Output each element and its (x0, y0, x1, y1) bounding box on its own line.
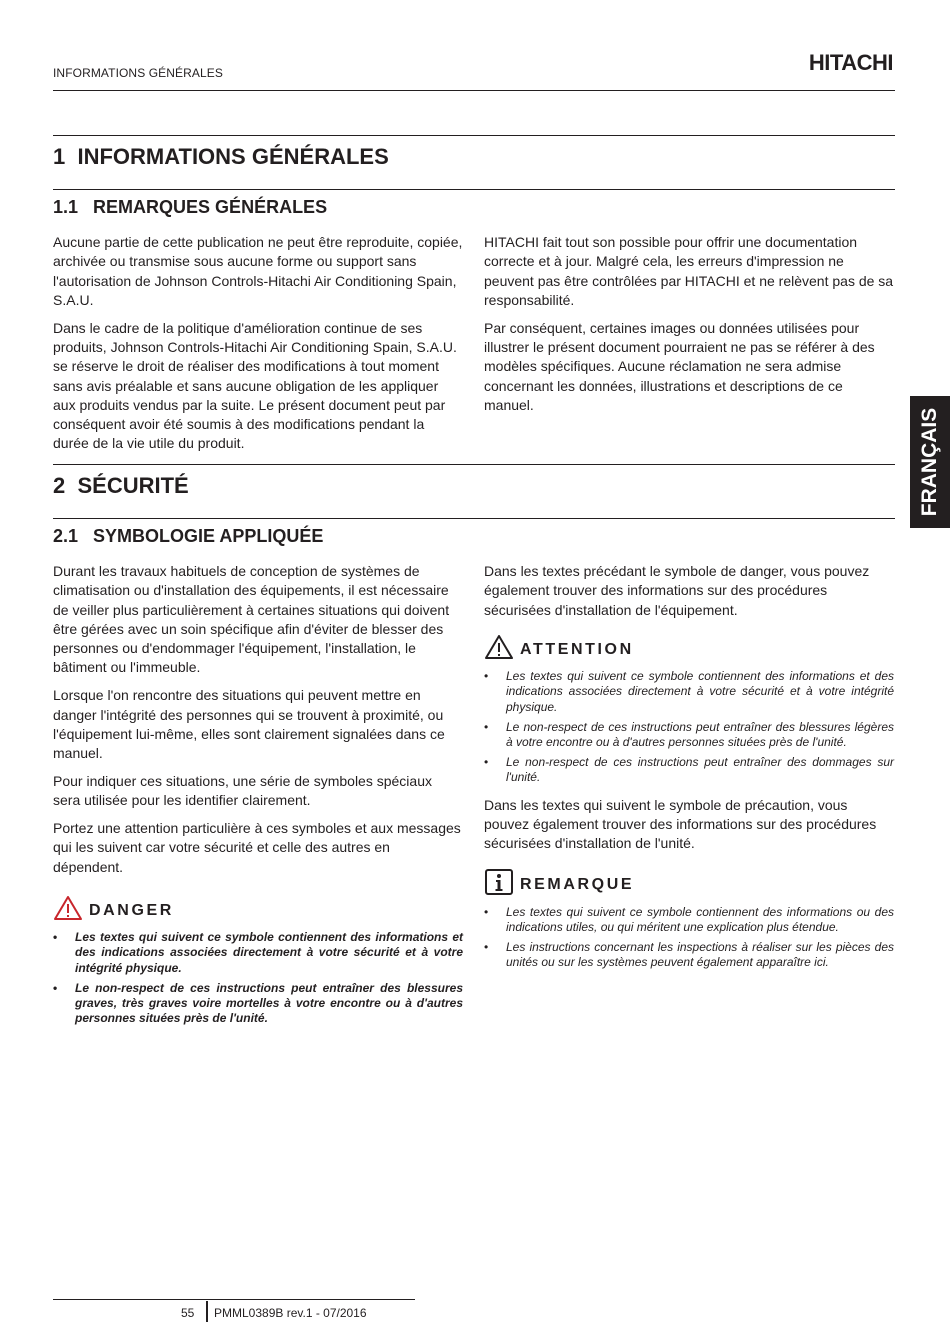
remarque-label: REMARQUE (520, 875, 635, 893)
paragraph: Par conséquent, certaines images ou données utilisées pour illustrer le présent document pourraient ne pas se référer à des modèles spécifiques. Aucune réclamation ne sera admise concernant les données, illustrations et descriptions de ce manuel. (484, 319, 875, 413)
list-item: • Le non-respect de ces instructions peut entraîner des dommages sur l'unité. (484, 755, 894, 785)
paragraph: Lorsque l'on rencontre des situations qui peuvent mettre en danger l'intégrité des personnes qui se trouvent à proximité, ou l'équipement lui-même, elles sont clairement signalées dans ce manuel. (53, 687, 445, 762)
danger-label: DANGER (89, 901, 174, 919)
attention-list (484, 669, 894, 785)
attention-label: ATTENTION (520, 640, 634, 658)
section-2-title: SÉCURITÉ (77, 473, 189, 498)
paragraph: Dans les textes précédant le symbole de danger, vous pouvez également trouver des informations sur des procédures sécurisées d'installation de l'équipement. (484, 563, 870, 618)
page-number: 55 (181, 1306, 195, 1320)
subsection-2-1-rule (53, 518, 895, 519)
subsection-2-1-title: SYMBOLOGIE APPLIQUÉE (93, 526, 324, 546)
paragraph: HITACHI fait tout son possible pour offrir une documentation correcte et à jour. Malgré cela, les erreurs d'impression ne peuvent pas être contrôlées par HITACHI et ne relèvent pas de sa responsabilité. (484, 234, 894, 308)
section-1-heading (53, 144, 389, 170)
document-reference: PMML0389B rev.1 - 07/2016 (214, 1306, 367, 1320)
subsection-1-1-number: 1.1 (53, 197, 79, 217)
language-tab-label: FRANÇAIS (918, 407, 941, 517)
language-tab (910, 396, 950, 528)
paragraph: Dans le cadre de la politique d'amélioration continue de ses produits, Johnson Controls-Hitachi Air Conditioning Spain, S.A.U. se réserve le droit de réaliser des modifications à tout moment sans avis préalable et sans aucune obligation de les appliquer aux produits vendus par la suite. Le présent document peut par conséquent avoir été soumis à des modifications pendant la durée de la vie utile du produit. (53, 319, 457, 452)
danger-heading (53, 895, 463, 926)
list-item: • Le non-respect de ces instructions peut entraîner des blessures graves, très graves voire mortelles à votre encontre ou à d'autres personnes situées près de l'unité. (53, 981, 463, 1027)
attention-warning-icon (484, 634, 514, 665)
danger-list (53, 930, 463, 1026)
subsection-1-1-heading (53, 197, 327, 218)
subsection-1-1-rule (53, 189, 895, 190)
info-icon (484, 868, 514, 901)
section-1-right-column (484, 233, 894, 424)
remarque-list (484, 905, 894, 971)
header-rule (53, 90, 895, 91)
paragraph: Aucune partie de cette publication ne peut être reproduite, copiée, archivée ou transmise sous aucune forme ou support sans l'autorisation de Johnson Controls-Hitachi Air Conditioning Spain, S.A.U. (53, 234, 463, 308)
danger-warning-icon (53, 895, 83, 926)
section-1-title: INFORMATIONS GÉNÉRALES (77, 144, 389, 169)
section-1-rule (53, 135, 895, 136)
remarque-heading (484, 868, 894, 901)
section-2-heading (53, 473, 189, 499)
section-2-rule (53, 464, 895, 465)
subsection-2-1-number: 2.1 (53, 526, 79, 546)
footer-divider (206, 1301, 208, 1322)
attention-heading (484, 634, 894, 665)
hitachi-logo: HITACHI (808, 50, 893, 75)
paragraph: Pour indiquer ces situations, une série de symboles spéciaux sera utilisée pour les identifier clairement. (53, 772, 432, 809)
paragraph: Portez une attention particulière à ces symboles et aux messages qui les suivent car votre sécurité et celle des autres en dépendent. (53, 820, 461, 875)
section-2-right-column (484, 562, 894, 976)
section-1-number: 1 (53, 144, 66, 169)
section-1-left-column (53, 233, 463, 462)
paragraph: Dans les textes qui suivent le symbole de précaution, vous pouvez également trouver des informations sur des procédures sécurisées d'installation de l'unité. (484, 796, 877, 852)
footer-rule (53, 1299, 415, 1300)
list-item: • Le non-respect de ces instructions peut entraîner des blessures légères à votre encontre ou à d'autres personnes situées près de l'unité. (484, 720, 894, 750)
paragraph: Durant les travaux habituels de conception de systèmes de climatisation ou d'installation des équipements, il est nécessaire de veiller plus particulièrement à certaines situations qui doivent être gérées avec un soin spécifique afin d'éviter de blesser des personnes ou d'endommager l'équipement, l'installation, le bâtiment ou l'immeuble. (53, 563, 450, 676)
subsection-2-1-heading (53, 526, 323, 547)
list-item: • Les instructions concernant les inspections à réaliser sur les pièces des unités ou sur les systèmes peuvent également apparaître ici. (484, 940, 894, 970)
list-item: • Les textes qui suivent ce symbole contiennent des informations et des indications associées directement à votre sécurité et à votre intégrité physique. (484, 669, 894, 715)
list-item: • Les textes qui suivent ce symbole contiennent des informations et des indications associées directement à votre sécurité et à votre intégrité physique. (53, 930, 463, 976)
section-2-left-column (53, 562, 463, 1031)
list-item: • Les textes qui suivent ce symbole contiennent des informations ou des indications utiles, ou qui méritent une explication plus étendue. (484, 905, 894, 935)
subsection-1-1-title: REMARQUES GÉNÉRALES (93, 197, 328, 217)
section-2-number: 2 (53, 473, 66, 498)
running-header: INFORMATIONS GÉNÉRALES (53, 66, 224, 80)
